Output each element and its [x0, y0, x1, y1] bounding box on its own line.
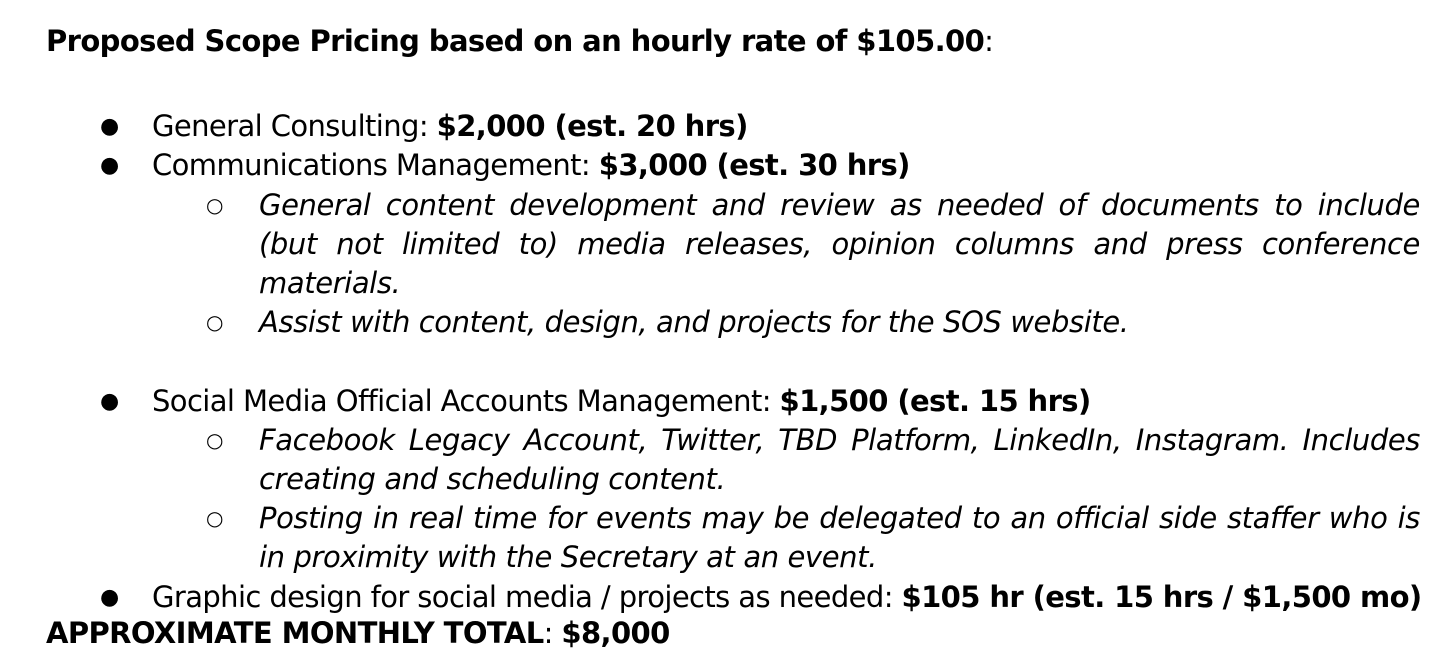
sub-bullet-icon: ○ [206, 310, 224, 334]
item-label: Communications Management: [152, 148, 599, 182]
item-price: $105 hr (est. 15 hrs / $1,500 mo) [901, 580, 1422, 614]
bullet-icon: ● [100, 114, 119, 139]
monthly-total [46, 616, 670, 650]
pricing-heading [46, 24, 993, 58]
bullet-icon: ● [100, 585, 119, 610]
pricing-heading-text: Proposed Scope Pricing based on an hourly rate of $105.00 [46, 24, 985, 58]
bullet-icon: ● [100, 153, 119, 178]
total-value: $8,000 [561, 616, 670, 650]
item-price: $1,500 (est. 15 hrs) [779, 384, 1091, 418]
item-label: Graphic design for social media / projects as needed: [152, 580, 902, 614]
sub-item-text: Assist with content, design, and projects for the SOS website. [259, 305, 1129, 339]
list-item-text [152, 107, 748, 146]
sub-item-text: Posting in real time for events may be delegated to an official side staffer who is in proximity with the Secretary at an event. [259, 501, 1420, 574]
list-item-text [152, 578, 1422, 617]
list-item-text [152, 146, 910, 185]
sub-item-text: General content development and review as needed of documents to include (but not limited to) media releases, opinion columns and press conference materials. [259, 188, 1420, 300]
list-item-text [152, 382, 1091, 421]
total-separator: : [543, 616, 562, 650]
item-price: $3,000 (est. 30 hrs) [598, 148, 910, 182]
sub-item-text: Facebook Legacy Account, Twitter, TBD Platform, LinkedIn, Instagram. Includes creating and scheduling content. [259, 423, 1420, 496]
sub-bullet-icon: ○ [206, 193, 224, 217]
item-price: $2,000 (est. 20 hrs) [436, 109, 748, 143]
pricing-heading-colon: : [984, 24, 994, 58]
item-label: Social Media Official Accounts Management: [152, 384, 780, 418]
total-label: APPROXIMATE MONTHLY TOTAL [46, 616, 544, 650]
sub-bullet-icon: ○ [206, 428, 224, 452]
sub-bullet-icon: ○ [206, 506, 224, 530]
bullet-icon: ● [100, 389, 119, 414]
item-label: General Consulting: [152, 109, 437, 143]
